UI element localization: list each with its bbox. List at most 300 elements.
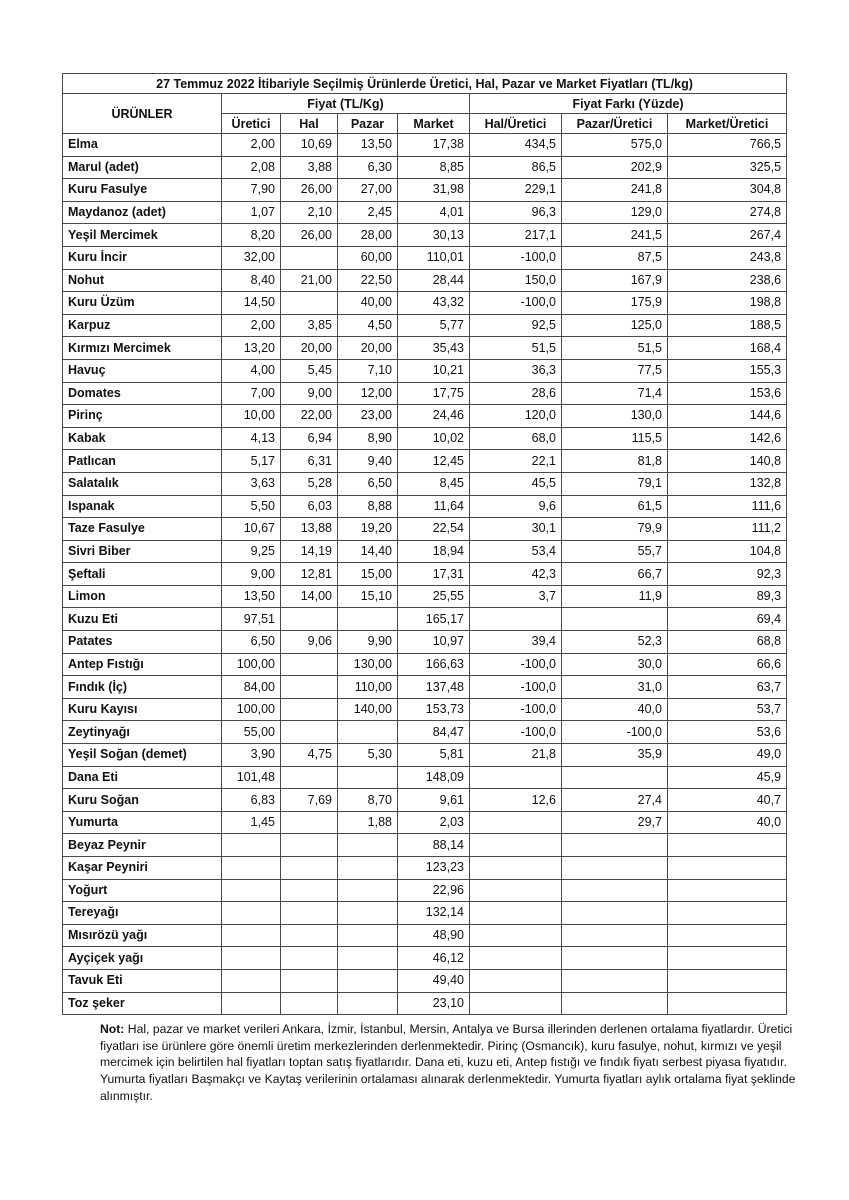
value-cell: 110,00 (338, 676, 398, 699)
value-cell: 53,4 (470, 540, 562, 563)
value-cell: 66,7 (562, 563, 668, 586)
value-cell: 53,6 (668, 721, 787, 744)
value-cell: 63,7 (668, 676, 787, 699)
value-cell: 42,3 (470, 563, 562, 586)
value-cell: 79,1 (562, 472, 668, 495)
value-cell: 60,00 (338, 246, 398, 269)
value-cell: 198,8 (668, 292, 787, 315)
value-cell: 238,6 (668, 269, 787, 292)
value-cell: 17,75 (398, 382, 470, 405)
value-cell: 66,6 (668, 653, 787, 676)
footnote-label: Not: (100, 1022, 125, 1037)
product-name-cell: Limon (63, 585, 222, 608)
value-cell (281, 811, 338, 834)
table-row (63, 292, 787, 315)
value-cell (338, 766, 398, 789)
value-cell (470, 608, 562, 631)
value-cell: -100,0 (470, 246, 562, 269)
table-row (63, 834, 787, 857)
col-header-hal-uretici: Hal/Üretici (470, 114, 562, 134)
value-cell: 5,30 (338, 744, 398, 767)
value-cell: 274,8 (668, 201, 787, 224)
product-name-cell: Pirinç (63, 405, 222, 428)
value-cell: 9,40 (338, 450, 398, 473)
value-cell (470, 857, 562, 880)
table-row (63, 857, 787, 880)
value-cell: 22,00 (281, 405, 338, 428)
table-row (63, 721, 787, 744)
value-cell: 81,8 (562, 450, 668, 473)
table-row (63, 676, 787, 699)
value-cell: 766,5 (668, 134, 787, 157)
value-cell: 27,4 (562, 789, 668, 812)
value-cell (281, 766, 338, 789)
value-cell: 43,32 (398, 292, 470, 315)
value-cell: 40,0 (668, 811, 787, 834)
value-cell: 21,00 (281, 269, 338, 292)
value-cell: 8,88 (338, 495, 398, 518)
value-cell: 434,5 (470, 134, 562, 157)
value-cell: 84,00 (222, 676, 281, 699)
value-cell: 40,00 (338, 292, 398, 315)
table-row (63, 201, 787, 224)
product-name-cell: Kuru İncir (63, 246, 222, 269)
table-row (63, 269, 787, 292)
table-row (63, 947, 787, 970)
value-cell: 61,5 (562, 495, 668, 518)
value-cell: 1,07 (222, 201, 281, 224)
value-cell (338, 992, 398, 1015)
product-name-cell: Ispanak (63, 495, 222, 518)
value-cell: 20,00 (281, 337, 338, 360)
value-cell: 51,5 (562, 337, 668, 360)
value-cell: 10,00 (222, 405, 281, 428)
value-cell: 140,8 (668, 450, 787, 473)
value-cell: -100,0 (470, 653, 562, 676)
table-row (63, 653, 787, 676)
table-row (63, 969, 787, 992)
table-row (63, 924, 787, 947)
table-row (63, 495, 787, 518)
value-cell (668, 924, 787, 947)
value-cell: 6,94 (281, 427, 338, 450)
value-cell: 229,1 (470, 179, 562, 202)
value-cell: 7,69 (281, 789, 338, 812)
value-cell: 4,01 (398, 201, 470, 224)
value-cell: -100,0 (470, 676, 562, 699)
value-cell: -100,0 (470, 721, 562, 744)
value-cell: 77,5 (562, 359, 668, 382)
value-cell: 9,90 (338, 631, 398, 654)
product-name-cell: Kuru Fasulye (63, 179, 222, 202)
value-cell: 8,70 (338, 789, 398, 812)
value-cell: 45,5 (470, 472, 562, 495)
value-cell: 5,81 (398, 744, 470, 767)
value-cell: 21,8 (470, 744, 562, 767)
value-cell: 14,00 (281, 585, 338, 608)
value-cell: 5,77 (398, 314, 470, 337)
value-cell: 2,08 (222, 156, 281, 179)
table-row (63, 744, 787, 767)
footnote-text: Hal, pazar ve market verileri Ankara, İzmir, İstanbul, Mersin, Antalya ve Bursa illerinden derlenen ortalama fiyatlardır. Üretici fiyatları ise ürünlere göre önemli üretim merkezlerinden derlenmektedir. Pirinç (Osmancık), kuru fasulye, nohut, kırmızı ve yeşil mercimek için belirtilen hal fiyatları toptan satış fiyatlarıdır. Dana eti, kuzu eti, Antep fıstığı ve fındık fiyatı serbest piyasa fiyatıdır. Yumurta fiyatları Başmakçı ve Kaytaş verilerinin ortalaması alınarak derlenmektedir. Yumurta fiyatları aylık ortalama fiyat şeklinde alınmıştır. (100, 1022, 796, 1103)
value-cell (668, 879, 787, 902)
product-name-cell: Kuzu Eti (63, 608, 222, 631)
value-cell (470, 902, 562, 925)
document (62, 73, 796, 1104)
value-cell: 125,0 (562, 314, 668, 337)
product-name-cell: Kabak (63, 427, 222, 450)
value-cell: 150,0 (470, 269, 562, 292)
value-cell (281, 902, 338, 925)
value-cell (562, 902, 668, 925)
value-cell: 2,00 (222, 134, 281, 157)
value-cell: 27,00 (338, 179, 398, 202)
value-cell (470, 766, 562, 789)
value-cell: 8,20 (222, 224, 281, 247)
value-cell: 12,00 (338, 382, 398, 405)
product-name-cell: Kuru Üzüm (63, 292, 222, 315)
value-cell (222, 902, 281, 925)
value-cell: 101,48 (222, 766, 281, 789)
value-cell: 10,69 (281, 134, 338, 157)
value-cell: 267,4 (668, 224, 787, 247)
value-cell (281, 676, 338, 699)
value-cell: 28,44 (398, 269, 470, 292)
value-cell (222, 857, 281, 880)
product-name-cell: Yoğurt (63, 879, 222, 902)
value-cell: 130,0 (562, 405, 668, 428)
value-cell: -100,0 (470, 698, 562, 721)
value-cell: 166,63 (398, 653, 470, 676)
value-cell: 40,0 (562, 698, 668, 721)
value-cell: 20,00 (338, 337, 398, 360)
value-cell: 35,9 (562, 744, 668, 767)
product-name-cell: Domates (63, 382, 222, 405)
value-cell: 17,31 (398, 563, 470, 586)
col-header-market-uretici: Market/Üretici (668, 114, 787, 134)
product-name-cell: Patlıcan (63, 450, 222, 473)
value-cell: 6,83 (222, 789, 281, 812)
table-row (63, 631, 787, 654)
value-cell (470, 969, 562, 992)
value-cell: 30,0 (562, 653, 668, 676)
product-name-cell: Kuru Soğan (63, 789, 222, 812)
value-cell: 22,50 (338, 269, 398, 292)
table-row (63, 811, 787, 834)
table-row (63, 766, 787, 789)
value-cell (470, 992, 562, 1015)
value-cell: 8,85 (398, 156, 470, 179)
value-cell (470, 947, 562, 970)
product-name-cell: Karpuz (63, 314, 222, 337)
value-cell: 6,50 (338, 472, 398, 495)
value-cell: 48,90 (398, 924, 470, 947)
value-cell (281, 246, 338, 269)
value-cell: 49,0 (668, 744, 787, 767)
value-cell: 68,0 (470, 427, 562, 450)
value-cell: 10,67 (222, 518, 281, 541)
table-row (63, 540, 787, 563)
value-cell: 3,7 (470, 585, 562, 608)
value-cell (470, 924, 562, 947)
value-cell: 17,38 (398, 134, 470, 157)
value-cell (562, 969, 668, 992)
value-cell (338, 969, 398, 992)
value-cell: 92,3 (668, 563, 787, 586)
value-cell: 10,02 (398, 427, 470, 450)
table-title: 27 Temmuz 2022 İtibariyle Seçilmiş Ürünlerde Üretici, Hal, Pazar ve Market Fiyatları (TL/kg) (63, 74, 787, 94)
product-name-cell: Ayçiçek yağı (63, 947, 222, 970)
value-cell: 28,00 (338, 224, 398, 247)
value-cell (562, 857, 668, 880)
value-cell: 3,88 (281, 156, 338, 179)
footnote (100, 1021, 805, 1104)
value-cell: 2,00 (222, 314, 281, 337)
value-cell: 5,17 (222, 450, 281, 473)
value-cell: 129,0 (562, 201, 668, 224)
value-cell: 39,4 (470, 631, 562, 654)
value-cell (281, 879, 338, 902)
value-cell: 6,31 (281, 450, 338, 473)
value-cell: 28,6 (470, 382, 562, 405)
table-row (63, 789, 787, 812)
value-cell (222, 969, 281, 992)
value-cell: -100,0 (562, 721, 668, 744)
table-row (63, 382, 787, 405)
value-cell: 155,3 (668, 359, 787, 382)
table-row (63, 405, 787, 428)
value-cell: 153,6 (668, 382, 787, 405)
value-cell (281, 292, 338, 315)
value-cell (281, 834, 338, 857)
value-cell: 137,48 (398, 676, 470, 699)
value-cell: 14,50 (222, 292, 281, 315)
product-name-cell: Toz şeker (63, 992, 222, 1015)
table-row (63, 608, 787, 631)
product-name-cell: Sivri Biber (63, 540, 222, 563)
value-cell: 7,00 (222, 382, 281, 405)
value-cell: 4,75 (281, 744, 338, 767)
value-cell: 22,54 (398, 518, 470, 541)
value-cell: 36,3 (470, 359, 562, 382)
value-cell (222, 947, 281, 970)
value-cell (338, 947, 398, 970)
value-cell (338, 879, 398, 902)
value-cell: 71,4 (562, 382, 668, 405)
value-cell: 22,1 (470, 450, 562, 473)
value-cell (562, 879, 668, 902)
value-cell: 45,9 (668, 766, 787, 789)
value-cell: 8,90 (338, 427, 398, 450)
value-cell: 40,7 (668, 789, 787, 812)
value-cell: 23,10 (398, 992, 470, 1015)
table-row (63, 585, 787, 608)
value-cell (562, 992, 668, 1015)
value-cell: 92,5 (470, 314, 562, 337)
value-cell: 8,40 (222, 269, 281, 292)
value-cell: 24,46 (398, 405, 470, 428)
value-cell: 13,50 (222, 585, 281, 608)
table-row (63, 246, 787, 269)
value-cell (668, 857, 787, 880)
value-cell (338, 721, 398, 744)
price-table (62, 73, 787, 1015)
product-name-cell: Marul (adet) (63, 156, 222, 179)
table-body (63, 134, 787, 1015)
value-cell: 26,00 (281, 179, 338, 202)
value-cell: 188,5 (668, 314, 787, 337)
value-cell: 9,6 (470, 495, 562, 518)
value-cell: 15,00 (338, 563, 398, 586)
value-cell: 5,28 (281, 472, 338, 495)
product-name-cell: Tavuk Eti (63, 969, 222, 992)
value-cell: 4,13 (222, 427, 281, 450)
product-name-cell: Mısırözü yağı (63, 924, 222, 947)
value-cell: 89,3 (668, 585, 787, 608)
value-cell: 13,20 (222, 337, 281, 360)
value-cell (668, 992, 787, 1015)
value-cell: 241,8 (562, 179, 668, 202)
value-cell: 144,6 (668, 405, 787, 428)
value-cell: 9,25 (222, 540, 281, 563)
col-header-hal: Hal (281, 114, 338, 134)
value-cell: 22,96 (398, 879, 470, 902)
value-cell (222, 879, 281, 902)
value-cell: 132,8 (668, 472, 787, 495)
table-row (63, 156, 787, 179)
product-name-cell: Kuru Kayısı (63, 698, 222, 721)
value-cell (338, 857, 398, 880)
value-cell (281, 698, 338, 721)
value-cell (281, 608, 338, 631)
table-row (63, 450, 787, 473)
value-cell: 46,12 (398, 947, 470, 970)
value-cell: 4,50 (338, 314, 398, 337)
value-cell: 140,00 (338, 698, 398, 721)
value-cell (668, 947, 787, 970)
value-cell: 53,7 (668, 698, 787, 721)
value-cell (338, 924, 398, 947)
value-cell (562, 834, 668, 857)
value-cell: 2,45 (338, 201, 398, 224)
value-cell: 13,50 (338, 134, 398, 157)
value-cell: 167,9 (562, 269, 668, 292)
value-cell: 23,00 (338, 405, 398, 428)
value-cell: 130,00 (338, 653, 398, 676)
value-cell: 86,5 (470, 156, 562, 179)
value-cell: 1,88 (338, 811, 398, 834)
value-cell: 79,9 (562, 518, 668, 541)
product-name-cell: Yumurta (63, 811, 222, 834)
value-cell: 84,47 (398, 721, 470, 744)
value-cell: 175,9 (562, 292, 668, 315)
value-cell: 8,45 (398, 472, 470, 495)
value-cell: 69,4 (668, 608, 787, 631)
value-cell (281, 721, 338, 744)
value-cell: 9,00 (281, 382, 338, 405)
product-name-cell: Fındık (İç) (63, 676, 222, 699)
value-cell (281, 992, 338, 1015)
value-cell: 110,01 (398, 246, 470, 269)
value-cell: 68,8 (668, 631, 787, 654)
value-cell: -100,0 (470, 292, 562, 315)
value-cell: 52,3 (562, 631, 668, 654)
value-cell: 88,14 (398, 834, 470, 857)
value-cell (281, 969, 338, 992)
value-cell: 2,10 (281, 201, 338, 224)
product-name-cell: Taze Fasulye (63, 518, 222, 541)
product-name-cell: Dana Eti (63, 766, 222, 789)
value-cell: 100,00 (222, 698, 281, 721)
product-name-cell: Nohut (63, 269, 222, 292)
value-cell: 217,1 (470, 224, 562, 247)
value-cell: 11,64 (398, 495, 470, 518)
value-cell: 31,0 (562, 676, 668, 699)
value-cell: 7,90 (222, 179, 281, 202)
value-cell: 10,21 (398, 359, 470, 382)
value-cell: 97,51 (222, 608, 281, 631)
value-cell: 132,14 (398, 902, 470, 925)
table-row (63, 563, 787, 586)
product-name-cell: Maydanoz (adet) (63, 201, 222, 224)
value-cell (562, 947, 668, 970)
value-cell: 9,00 (222, 563, 281, 586)
value-cell: 51,5 (470, 337, 562, 360)
value-cell: 29,7 (562, 811, 668, 834)
value-cell: 49,40 (398, 969, 470, 992)
price-group-header: Fiyat (TL/Kg) (222, 94, 470, 114)
table-row (63, 902, 787, 925)
value-cell: 11,9 (562, 585, 668, 608)
value-cell: 165,17 (398, 608, 470, 631)
value-cell: 14,40 (338, 540, 398, 563)
col-header-pazar-uretici: Pazar/Üretici (562, 114, 668, 134)
table-row (63, 224, 787, 247)
value-cell (338, 834, 398, 857)
value-cell (470, 879, 562, 902)
value-cell (222, 834, 281, 857)
value-cell: 4,00 (222, 359, 281, 382)
value-cell: 142,6 (668, 427, 787, 450)
value-cell: 115,5 (562, 427, 668, 450)
table-row (63, 134, 787, 157)
value-cell: 123,23 (398, 857, 470, 880)
value-cell: 168,4 (668, 337, 787, 360)
product-name-cell: Elma (63, 134, 222, 157)
value-cell: 10,97 (398, 631, 470, 654)
value-cell: 31,98 (398, 179, 470, 202)
product-name-cell: Tereyağı (63, 902, 222, 925)
value-cell (222, 924, 281, 947)
value-cell: 9,61 (398, 789, 470, 812)
product-name-cell: Yeşil Soğan (demet) (63, 744, 222, 767)
value-cell (222, 992, 281, 1015)
value-cell: 2,03 (398, 811, 470, 834)
value-cell: 3,63 (222, 472, 281, 495)
value-cell: 1,45 (222, 811, 281, 834)
value-cell: 6,50 (222, 631, 281, 654)
value-cell: 35,43 (398, 337, 470, 360)
col-header-market: Market (398, 114, 470, 134)
value-cell: 12,6 (470, 789, 562, 812)
product-name-cell: Şeftali (63, 563, 222, 586)
products-header: ÜRÜNLER (63, 94, 222, 134)
value-cell: 3,85 (281, 314, 338, 337)
product-name-cell: Patates (63, 631, 222, 654)
product-name-cell: Havuç (63, 359, 222, 382)
value-cell: 5,45 (281, 359, 338, 382)
value-cell: 30,1 (470, 518, 562, 541)
